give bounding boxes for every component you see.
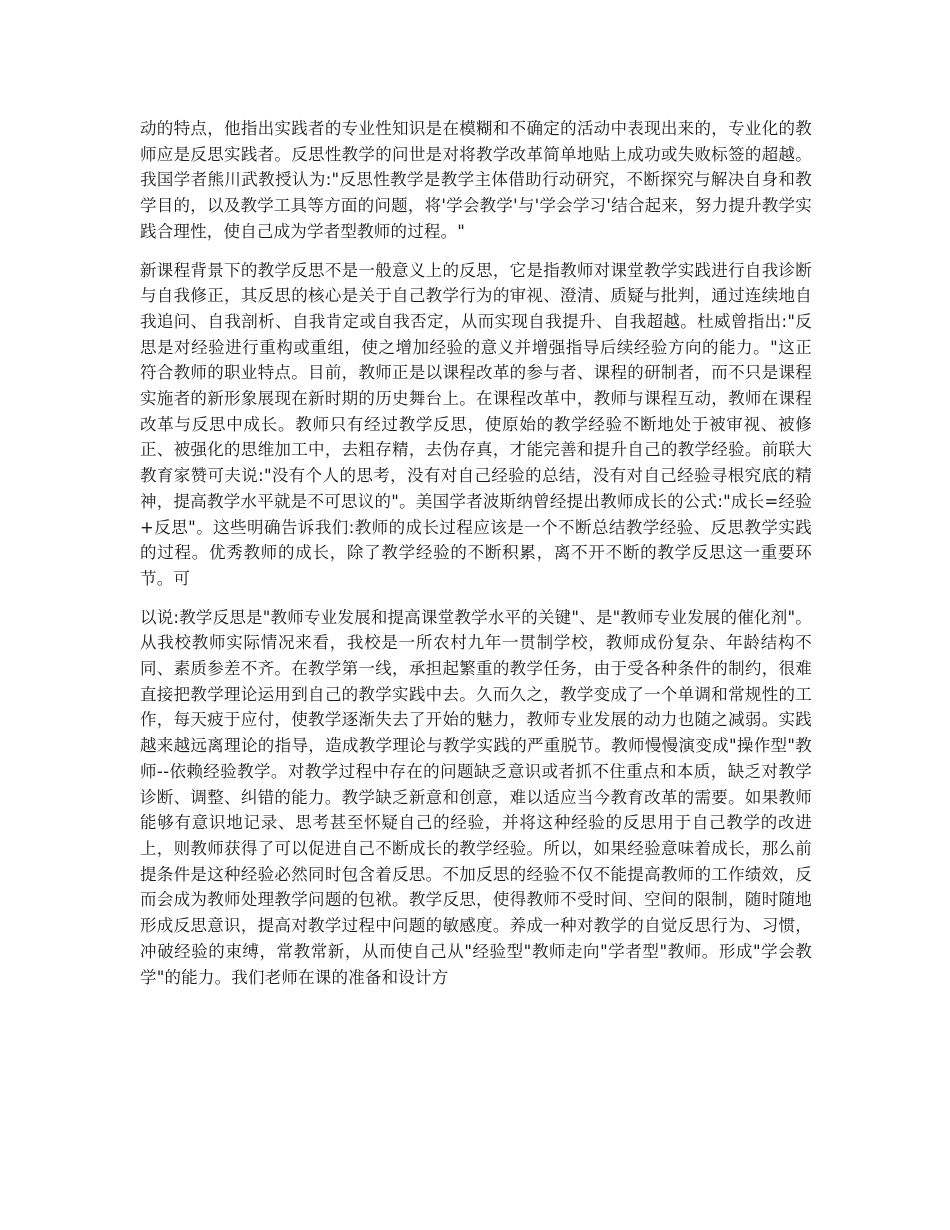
- paragraph-new-curriculum-reflection: 新课程背景下的教学反思不是一般意义上的反思，它是指教师对课堂教学实践进行自我诊断与自我修正，其反思的核心是关于自己教学行为的审视、澄清、质疑与批判，通过连续地自我追问、自我剖析、自我肯定或自我否定，从而实现自我提升、自我超越。杜威曾指出:"反思是对经验进行重构或重组，使之增加经验的意义并增强指导后续经验方向的能力。"这正符合教师的职业特点。目前，教师正是以课程改革的参与者、课程的研制者，而不只是课程实施者的新形象展现在新时期的历史舞台上。在课程改革中，教师与课程互动，教师在课程改革与反思中成长。教师只有经过教学反思，使原始的教学经验不断地处于被审视、被修正、被强化的思维加工中，去粗存精，去伪存真，才能完善和提升自己的教学经验。前联大教育家赞可夫说:"没有个人的思考，没有对自己经验的总结，没有对自己经验寻根究底的精神，提高教学水平就是不可思议的"。美国学者波斯纳曾经提出教师成长的公式:"成长=经验+反思"。这些明确告诉我们:教师的成长过程应该是一个不断总结教学经验、反思教学实践的过程。优秀教师的成长，除了教学经验的不断积累，离不开不断的教学反思这一重要环节。可: [140, 260, 812, 588]
- paragraph-reflective-teaching-definition: 动的特点，他指出实践者的专业性知识是在模糊和不确定的活动中表现出来的，专业化的教师应是反思实践者。反思性教学的问世是对将教学改革简单地贴上成功或失败标签的超越。我国学者熊川武教授认为:"反思性教学是教学主体借助行动研究，不断探究与解决自身和教学目的，以及教学工具等方面的问题，将'学会教学'与'学会学习'结合起来，努力提升教学实践合理性，使自己成为学者型教师的过程。": [140, 119, 812, 241]
- document-body: [140, 116, 812, 990]
- paragraph-school-situation: 以说:教学反思是"教师专业发展和提高课堂教学水平的关键"、是"教师专业发展的催化剂"。 从我校教师实际情况来看，我校是一所农村九年一贯制学校，教师成份复杂、年龄结构不同、素质参差不齐。在教学第一线，承担起繁重的教学任务，由于受各种条件的制约，很难直接把教学理论运用到自己的教学实践中去。久而久之，教学变成了一个单调和常规性的工作，每天疲于应付，使教学逐渐失去了开始的魅力，教师专业发展的动力也随之减弱。实践越来越远离理论的指导，造成教学理论与教学实践的严重脱节。教师慢慢演变成"操作型"教师--依赖经验教学。对教学过程中存在的问题缺乏意识或者抓不住重点和本质，缺乏对教学诊断、调整、纠错的能力。教学缺乏新意和创意，难以适应当今教育改革的需要。如果教师能够有意识地记录、思考甚至怀疑自己的经验，并将这种经验的反思用于自己教学的改进上，则教师获得了可以促进自己不断成长的教学经验。所以，如果经验意味着成长，那么前提条件是这种经验必然同时包含着反思。不加反思的经验不仅不能提高教师的工作绩效，反而会成为教师处理教学问题的包袱。教学反思，使得教师不受时间、空间的限制，随时随地形成反思意识，提高对教学过程中问题的敏感度。养成一种对教学的自觉反思行为、习惯，冲破经验的束缚，常教常新，从而使自己从"经验型"教师走向"学者型"教师。形成"学会教学"的能力。我们老师在课的准备和设计方: [140, 607, 812, 987]
